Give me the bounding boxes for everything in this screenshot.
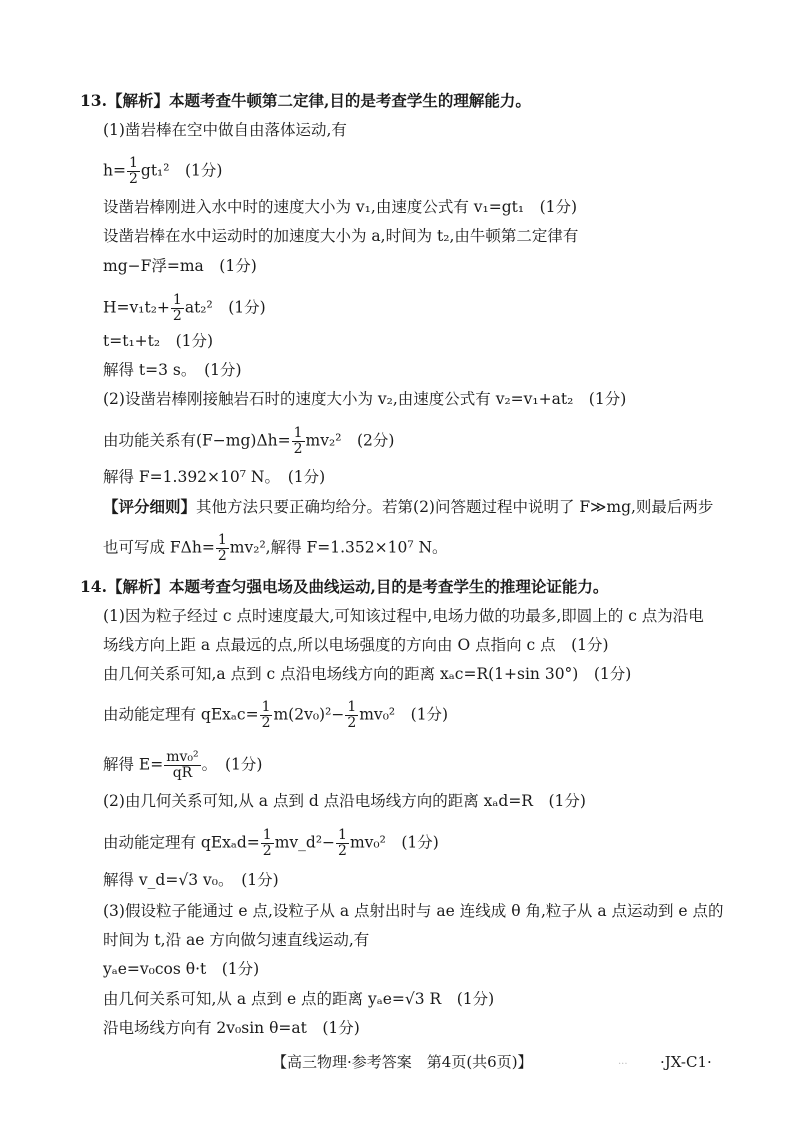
q13-eq1-score: (1分)	[185, 161, 223, 180]
q13-scoring-text: 其他方法只要正确均给分。若第(2)问答题过程中说明了 F≫mg,则最后两步	[196, 498, 714, 516]
q14-eq2-frac	[164, 750, 200, 781]
q14-eq3-num: 1	[262, 827, 272, 843]
footer-dots: ...	[618, 1056, 628, 1067]
q14-eq3-score: (1分)	[401, 833, 439, 852]
q14-eq1-mid: m(2v₀)²−	[273, 705, 345, 724]
q13-eq4-frac	[216, 533, 229, 564]
q13-line-7: (2)设凿岩棒刚接触岩石时的速度大小为 v₂,由速度公式有 v₂=v₁+at₂ (1分)	[103, 390, 627, 408]
q14-line-7: 时间为 t,沿 ae 方向做匀速直线运动,有	[103, 931, 370, 949]
q13-eq3-frac	[292, 426, 305, 457]
q14-line-4: (2)由几何关系可知,从 a 点到 d 点沿电场线方向的距离 xₐd=R (1分)	[103, 792, 586, 810]
q13-tag: 【解析】	[106, 91, 169, 110]
q14-line-1: (1)因为粒子经过 c 点时速度最大,可知该过程中,电场力做的功最多,即圆上的 c 点为沿电	[103, 607, 704, 625]
q14-eq1-den2: 2	[347, 715, 357, 731]
q14-eq3-frac	[261, 828, 274, 859]
q14-eq3-mid: mv_d²−	[274, 833, 336, 852]
q14-line-9: 由几何关系可知,从 a 点到 e 点的距离 yₐe=√3 R (1分)	[103, 990, 495, 1008]
q13-eq3-den: 2	[293, 441, 303, 457]
q14-eq1-score: (1分)	[410, 705, 449, 724]
q14-eq2-post: 。	[201, 755, 210, 774]
q14-eq-2	[103, 750, 262, 781]
q14-line-8: yₐe=v₀cos θ·t (1分)	[103, 960, 260, 978]
q13-eq2-pre: H=v₁t₂+	[103, 298, 170, 317]
q13-eq1-post: gt₁²	[140, 161, 170, 180]
page-footer	[0, 1050, 800, 1074]
q14-eq1-frac	[260, 700, 273, 731]
q13-eq2-post: at₂²	[184, 298, 213, 317]
q14-line-6: (3)假设粒子能通过 e 点,设粒子从 a 点射出时与 ae 连线成 θ 角,粒子从 a 点运动到 e 点的	[103, 902, 724, 920]
q13-line-1: (1)凿岩棒在空中做自由落体运动,有	[103, 121, 347, 139]
q14-eq3-post: mv₀²	[349, 833, 386, 852]
q13-eq-1	[103, 156, 222, 187]
q13-eq1-den: 2	[128, 171, 138, 187]
q13-line-3: 设凿岩棒在水中运动时的加速度大小为 a,时间为 t₂,由牛顿第二定律有	[103, 227, 579, 245]
q13-eq2-den: 2	[172, 308, 182, 324]
q13-eq4-num: 1	[217, 532, 227, 548]
q14-eq1-num2: 1	[347, 699, 357, 715]
q13-eq3-num: 1	[293, 425, 303, 441]
q14-tag: 【解析】	[106, 577, 169, 596]
q14-line-10: 沿电场线方向有 2v₀sin θ=at (1分)	[103, 1019, 360, 1037]
q13-eq3-post: mv₂²	[305, 431, 342, 450]
q13-eq-4	[103, 533, 448, 564]
q14-eq3-den2: 2	[338, 843, 347, 859]
q13-line-2: 设凿岩棒刚进入水中时的速度大小为 v₁,由速度公式有 v₁=gt₁ (1分)	[103, 198, 578, 216]
q13-number: 13.	[80, 91, 107, 110]
q14-eq1-den: 2	[261, 715, 271, 731]
q14-eq1-frac2	[345, 700, 358, 731]
q14-eq2-den: qR	[172, 765, 193, 781]
q13-eq4-post: mv₂²,解得 F=1.352×10⁷ N。	[229, 538, 448, 557]
footer-page-info: 【高三物理·参考答案 第4页(共6页)】	[272, 1053, 533, 1071]
q14-eq3-pre: 由动能定理有 qExₐd=	[103, 833, 260, 852]
q14-line-3: 由几何关系可知,a 点到 c 点沿电场线方向的距离 xₐc=R(1+sin 30°) (1分)	[103, 665, 632, 683]
q13-scoring-rule	[103, 497, 713, 517]
q13-eq1-num: 1	[128, 155, 138, 171]
q14-eq1-num: 1	[261, 699, 271, 715]
q13-eq2-score: (1分)	[228, 298, 266, 317]
q14-eq3-frac2	[336, 828, 349, 859]
q13-eq-3	[103, 426, 394, 457]
q13-eq1-frac	[127, 156, 140, 187]
q14-eq2-score: (1分)	[224, 755, 263, 774]
q13-line-4: mg−F浮=ma (1分)	[103, 257, 257, 275]
footer-code: ·JX-C1·	[660, 1053, 712, 1071]
q13-heading	[80, 91, 531, 111]
q14-eq1-pre: 由动能定理有 qExₐc=	[103, 705, 259, 724]
q13-heading-text: 本题考查牛顿第二定律,目的是考查学生的理解能力。	[168, 91, 531, 110]
q13-line-8: 解得 F=1.392×10⁷ N。 (1分)	[103, 468, 326, 486]
q14-number: 14.	[80, 577, 107, 596]
q13-eq3-pre: 由功能关系有(F−mg)Δh=	[103, 431, 291, 450]
q13-scoring-tag: 【评分细则】	[103, 497, 197, 516]
q13-eq2-frac	[171, 293, 184, 324]
q13-eq-2	[103, 293, 266, 324]
q14-eq-3	[103, 828, 439, 859]
q14-eq2-num: mv₀²	[166, 749, 199, 765]
q13-eq2-num: 1	[172, 292, 182, 308]
q13-line-5: t=t₁+t₂ (1分)	[103, 332, 214, 350]
q14-line-5: 解得 v_d=√3 v₀。 (1分)	[103, 871, 279, 889]
q14-eq1-post: mv₀²	[359, 705, 396, 724]
q13-eq4-den: 2	[217, 548, 227, 564]
q14-eq2-pre: 解得 E=	[103, 755, 164, 774]
q13-line-6: 解得 t=3 s。 (1分)	[103, 361, 242, 379]
q14-eq-1	[103, 700, 448, 731]
q14-eq3-num2: 1	[338, 827, 347, 843]
q13-eq3-score: (2分)	[356, 431, 395, 450]
q14-heading-text: 本题考查匀强电场及曲线运动,目的是考查学生的推理论证能力。	[168, 577, 609, 596]
q14-heading	[80, 577, 608, 597]
q14-line-2: 场线方向上距 a 点最远的点,所以电场强度的方向由 O 点指向 c 点 (1分)	[103, 636, 609, 654]
q14-eq3-den: 2	[262, 843, 272, 859]
q13-eq1-pre: h=	[103, 161, 126, 180]
q13-eq4-pre: 也可写成 FΔh=	[103, 538, 215, 557]
